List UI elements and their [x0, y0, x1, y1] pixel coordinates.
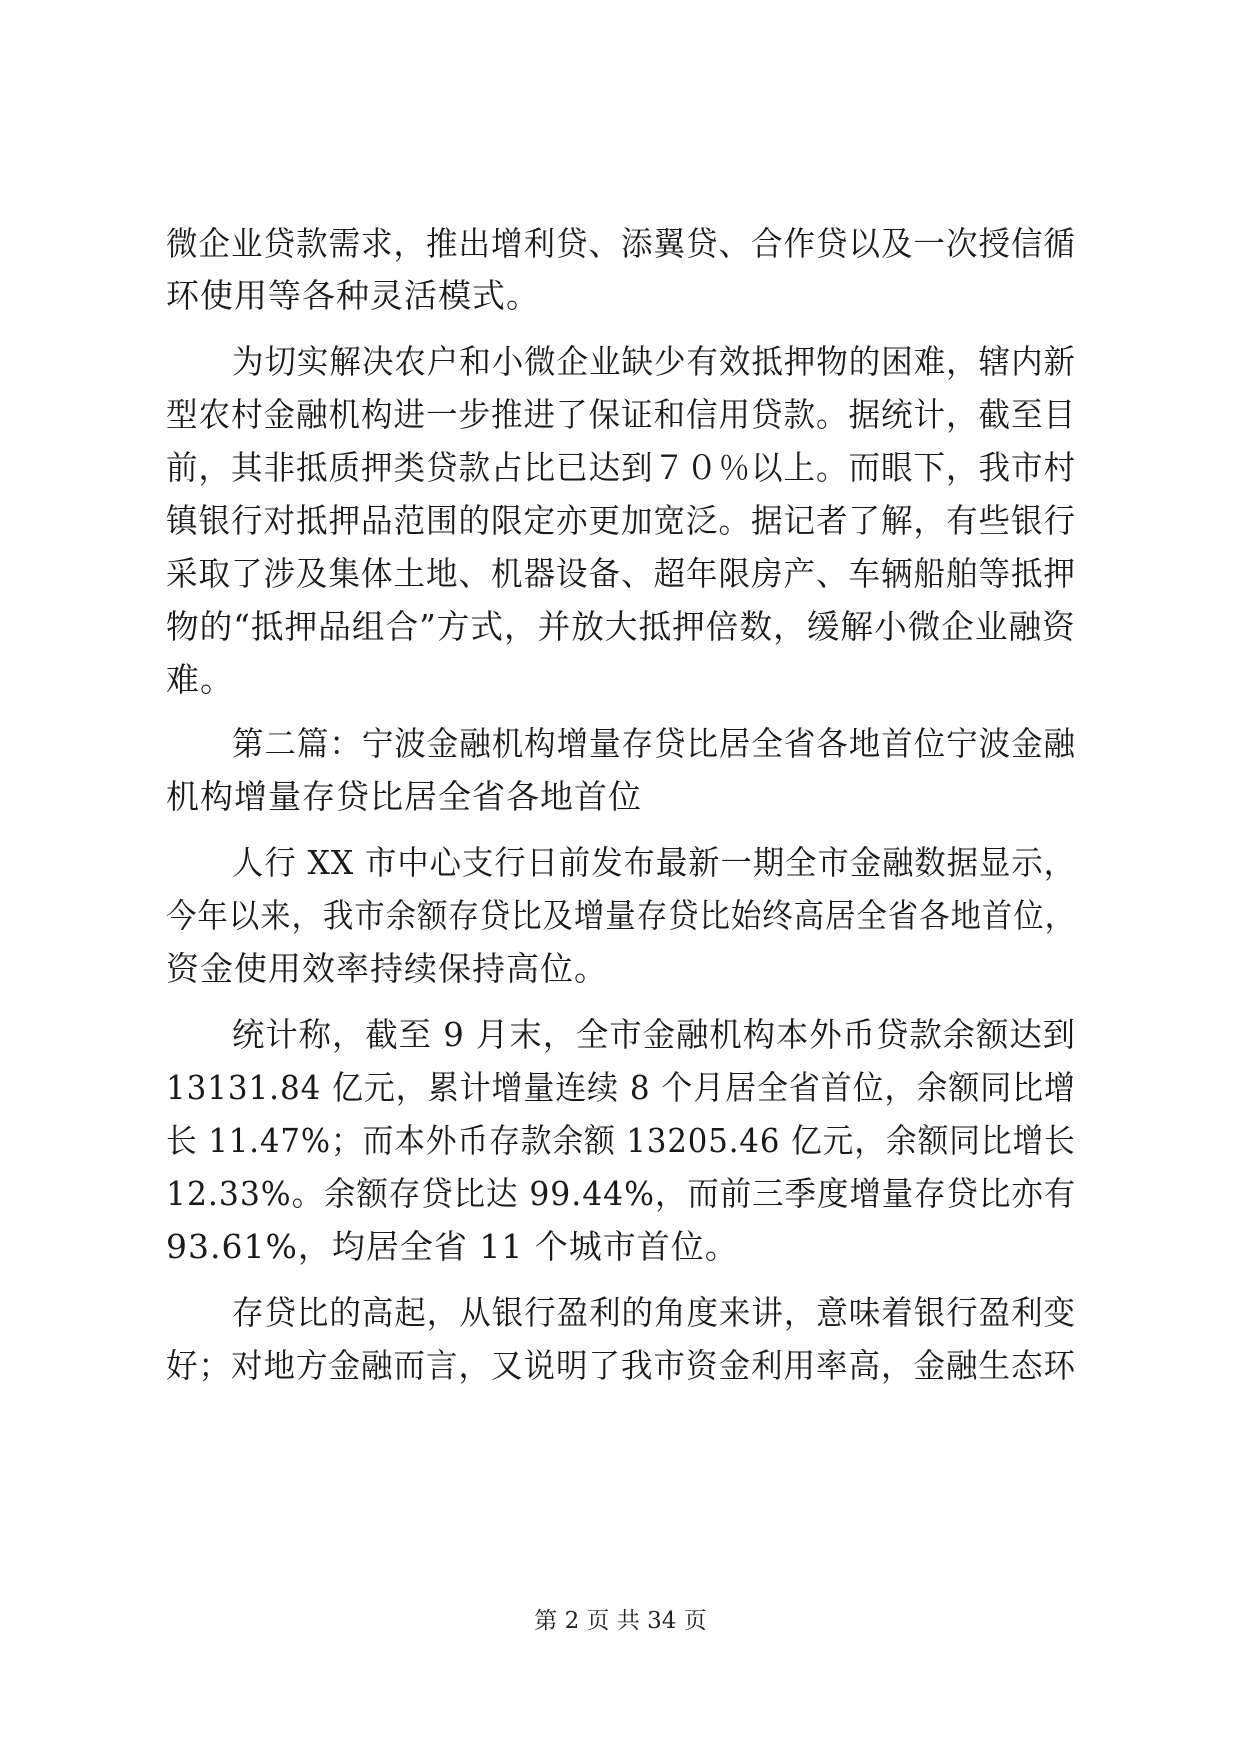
- text-line: 13131.84 亿元，累计增量连续 8 个月居全省首位，余额同比增: [166, 1068, 1076, 1107]
- text-line: 难。: [166, 660, 234, 699]
- text-line: 资金使用效率持续保持高位。: [166, 949, 608, 988]
- text-line: 物的“抵押品组合”方式，并放大抵押倍数，缓解小微企业融资: [166, 607, 1076, 646]
- text-line: 型农村金融机构进一步推进了保证和信用贷款。据统计，截至目: [166, 395, 1076, 434]
- text-line: 采取了涉及集体土地、机器设备、超年限房产、车辆船舶等抵押: [166, 554, 1076, 593]
- text-line: 长 11.47%；而本外币存款余额 13205.46 亿元，余额同比增长: [166, 1121, 1076, 1160]
- section-heading-line: 机构增量存贷比居全省各地首位: [166, 777, 642, 816]
- text-line: 统计称，截至 9 月末，全市金融机构本外币贷款余额达到: [232, 1015, 1076, 1054]
- page-number-footer: 第 2 页 共 34 页: [534, 1608, 707, 1634]
- text-line: 存贷比的高起，从银行盈利的角度来讲，意味着银行盈利变: [232, 1293, 1076, 1332]
- text-line: 环使用等各种灵活模式。: [166, 276, 540, 315]
- text-line: 微企业贷款需求，推出增利贷、添翼贷、合作贷以及一次授信循: [166, 224, 1076, 263]
- text-line: 今年以来，我市余额存贷比及增量存贷比始终高居全省各地首位，: [166, 896, 1076, 935]
- text-line: 镇银行对抵押品范围的限定亦更加宽泛。据记者了解，有些银行: [166, 501, 1076, 540]
- text-line: 人行 XX 市中心支行日前发布最新一期全市金融数据显示，: [232, 843, 1076, 882]
- text-line: 前，其非抵质押类贷款占比已达到７０％以上。而眼下，我市村: [166, 448, 1076, 487]
- section-heading-line: 第二篇：宁波金融机构增量存贷比居全省各地首位宁波金融: [232, 724, 1076, 763]
- text-line: 好；对地方金融而言，又说明了我市资金利用率高，金融生态环: [166, 1346, 1076, 1385]
- text-line: 12.33%。余额存贷比达 99.44%，而前三季度增量存贷比亦有: [166, 1174, 1077, 1213]
- text-line: 93.61%，均居全省 11 个城市首位。: [166, 1227, 739, 1266]
- text-line: 为切实解决农户和小微企业缺少有效抵押物的困难，辖内新: [232, 342, 1076, 381]
